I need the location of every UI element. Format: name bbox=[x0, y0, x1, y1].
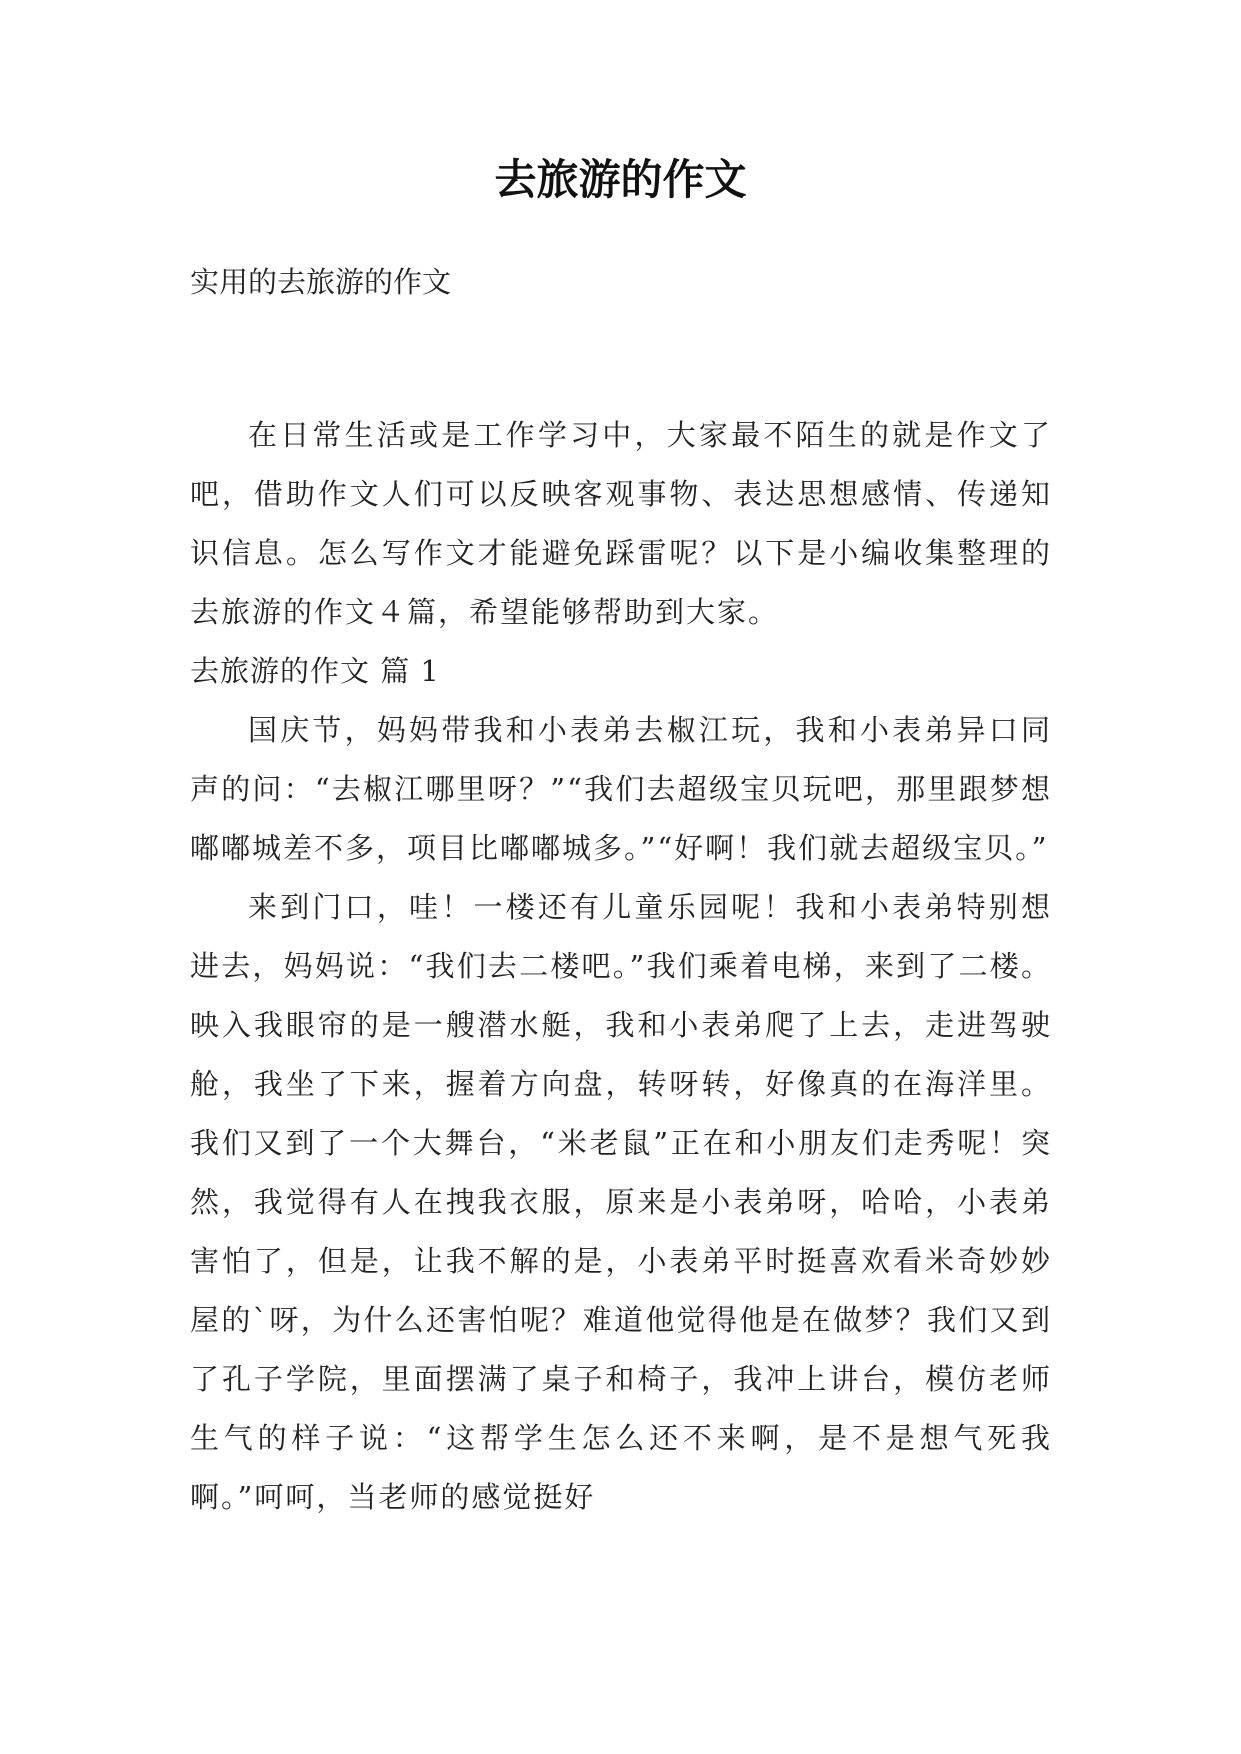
body-paragraph-2: 来到门口，哇！一楼还有儿童乐园呢！我和小表弟特别想进去，妈妈说：“我们去二楼吧。”我们乘着电梯，来到了二楼。映入我眼帘的是一艘潜水艇，我和小表弟爬了上去，走进驾驶舱，我坐了下来，握着方向盘，转呀转，好像真的在海洋里。我们又到了一个大舞台，“米老鼠”正在和小朋友们走秀呢！突然，我觉得有人在拽我衣服，原来是小表弟呀，哈哈，小表弟害怕了，但是，让我不解的是，小表弟平时挺喜欢看米奇妙妙屋的`呀，为什么还害怕呢？难道他觉得他是在做梦？我们又到了孔子学院，里面摆满了桌子和椅子，我冲上讲台，模仿老师生气的样子说：“这帮学生怎么还不来啊，是不是想气死我啊。”呵呵，当老师的感觉挺好 bbox=[190, 890, 1052, 1514]
document-body bbox=[190, 406, 1052, 1527]
intro-paragraph: 在日常生活或是工作学习中，大家最不陌生的就是作文了吧，借助作文人们可以反映客观事物、表达思想感情、传递知识信息。怎么写作文才能避免踩雷呢？以下是小编收集整理的去旅游的作文４篇，希望能够帮助到大家。 bbox=[190, 418, 1052, 629]
document-subtitle: 实用的去旅游的作文 bbox=[190, 265, 452, 299]
section-heading: 去旅游的作文 篇 1 bbox=[190, 654, 440, 688]
document-title: 去旅游的作文 bbox=[494, 155, 747, 204]
body-paragraph-1: 国庆节，妈妈带我和小表弟去椒江玩，我和小表弟异口同声的问：“去椒江哪里呀？”“我们去超级宝贝玩吧，那里跟梦想嘟嘟城差不多，项目比嘟嘟城多。”“好啊！我们就去超级宝贝。” bbox=[190, 713, 1052, 865]
